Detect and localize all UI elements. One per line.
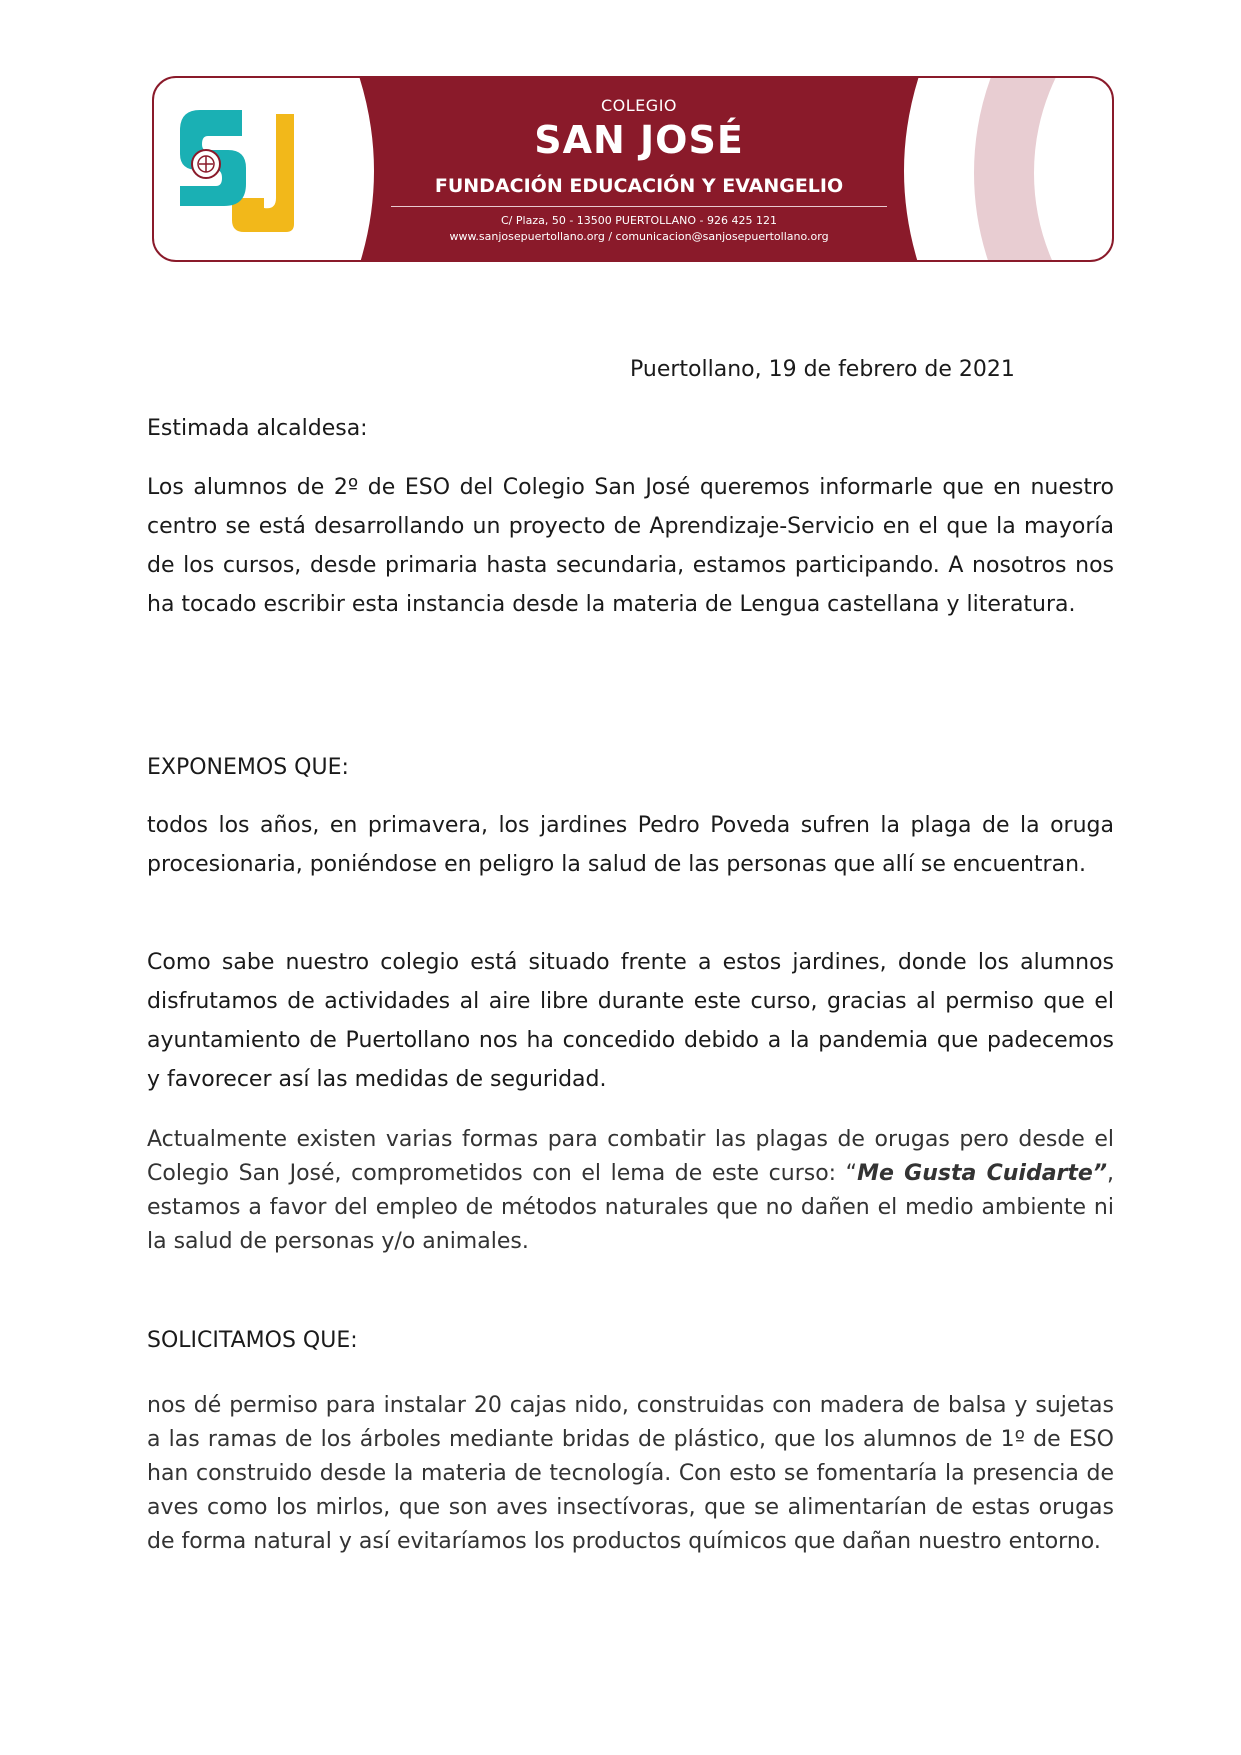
letter-date: Puertollano, 19 de febrero de 2021 [630,357,1015,382]
school-name: SAN JOSÉ [534,118,744,162]
paragraph-plague: todos los años, en primavera, los jardines Pedro Poveda sufren la plaga de la oruga procesionaria, poniéndose en peligro la salud de las personas que allí se encuentran. [147,813,1114,877]
paragraph-location: Como sabe nuestro colegio está situado frente a estos jardines, donde los alumnos disfrutamos de actividades al aire libre durante este curso, gracias al permiso que el ayuntamiento de Puertollano nos ha concedido debido a la pandemia que padecemos y favorecer así las medidas de seguridad. [147,950,1114,1092]
decorative-arc-icon [954,76,1114,262]
heading-solicitamos: SOLICITAMOS QUE: [147,1328,358,1353]
heading-exponemos: EXPONEMOS QUE: [147,755,349,780]
intro-paragraph: Los alumnos de 2º de ESO del Colegio San José queremos informarle que en nuestro centro se está desarrollando un proyecto de Aprendizaje-Servicio en el que la mayoría de los cursos, desde primaria hasta secundaria, estamos participando. A nosotros nos ha tocado escribir esta instancia desde la materia de Lengua castellana y literatura. [147,475,1114,617]
school-contact: www.sanjosepuertollano.org / comunicacion@sanjosepuertollano.org [449,230,829,243]
letterhead [152,76,1114,262]
foundation-name: FUNDACIÓN EDUCACIÓN Y EVANGELIO [434,175,844,197]
letterhead-colegio: COLEGIO [601,96,677,115]
paragraph-methods [147,1123,1114,1259]
paragraph-methods-end: , estamos a favor del empleo de métodos naturales que no dañen el medio ambiente ni la salud de personas y/o animales. [147,1161,1114,1254]
school-address: C/ Plaza, 50 - 13500 PUERTOLLANO - 926 425 121 [501,214,777,227]
paragraph-request: nos dé permiso para instalar 20 cajas nido, construidas con madera de balsa y sujetas a las ramas de los árboles mediante bridas de plástico, que los alumnos de 1º de ESO han construido desde la materia de tecnología. Con esto se fomentaría la presencia de aves como los mirlos, que son aves insectívoras, que se alimentarían de estas orugas de forma natural y así evitaríamos los productos químicos que dañan nuestro entorno. [147,1393,1114,1554]
paragraph-methods-start: Actualmente existen varias formas para combatir las plagas de orugas pero desde el Colegio San José, comprometidos con el lema de este curso: “ [147,1127,1114,1186]
letterhead-text [359,78,919,262]
school-logo-icon [176,106,306,234]
salutation: Estimada alcaldesa: [147,416,368,441]
letterhead-divider [391,206,887,207]
motto: Me Gusta Cuidarte” [857,1161,1107,1186]
